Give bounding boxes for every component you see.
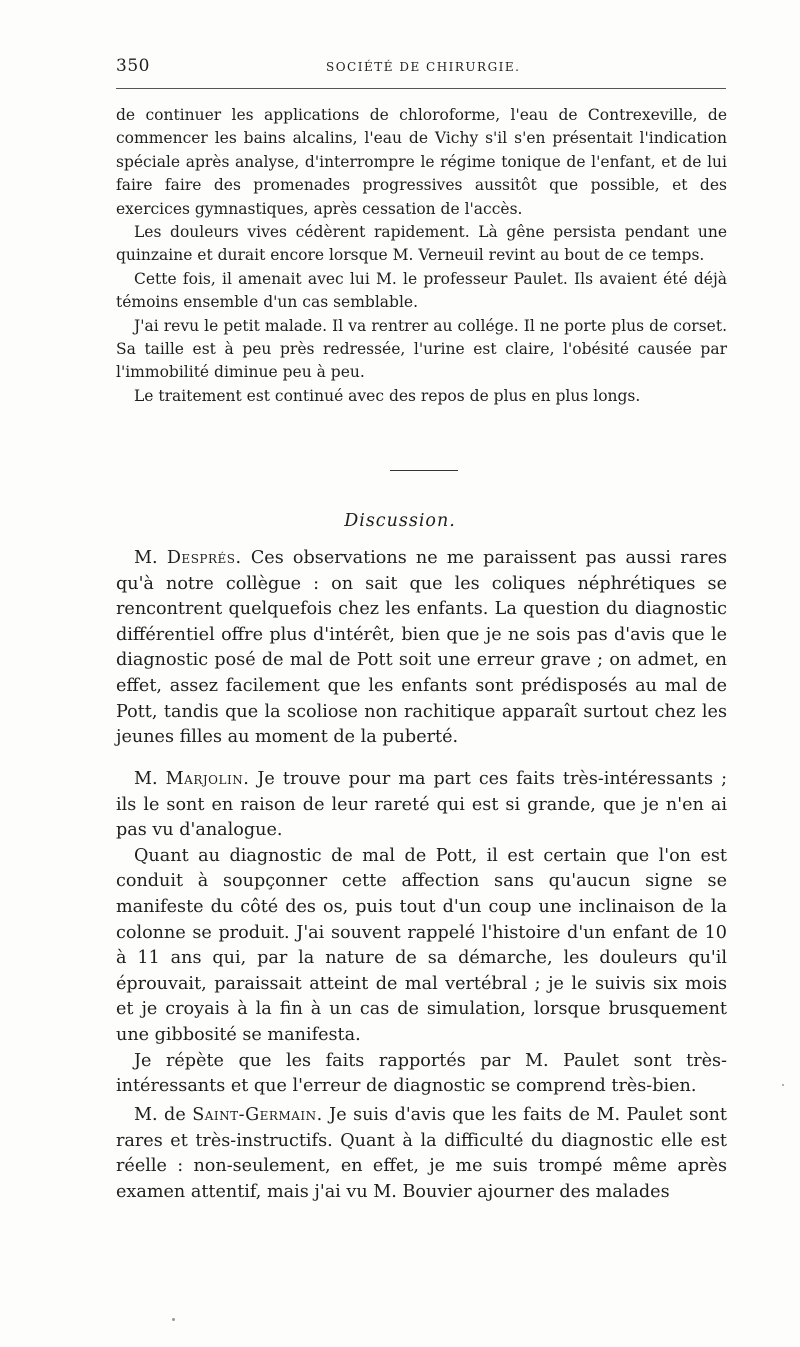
section-separator: [390, 470, 458, 471]
ink-speck: [172, 1318, 175, 1321]
header-rule: [116, 88, 726, 89]
speaker-name: Marjolin.: [165, 769, 250, 789]
speaker-text: Ces observations ne me paraissent pas aussi rares qu'à notre collègue : on sait que les coliques néphrétiques se rencontrent quelquefois chez les enfants. La question du diagnostic différentiel offre plus d'intérêt, bien que je ne sois pas d'avis que le diagnostic posé de mal de Pott soit une erreur grave ; on admet, en effet, assez facilement que les enfants sont prédisposés au mal de Pott, tandis que la scoliose non rachitique apparaît surtout chez les jeunes filles au moment de la puberté.: [116, 548, 728, 748]
case-report-text: [116, 104, 727, 408]
page-header: [116, 56, 726, 78]
speaker-paragraph: [116, 546, 727, 751]
case-paragraph: Le traitement est continué avec des repos de plus en plus longs.: [134, 386, 641, 405]
ink-speck: [782, 1084, 784, 1086]
speaker-text: Je trouve pour ma part ces faits très-intéressants ; ils le sont en raison de leur rareté qui est si grande, que je n'en ai pas vu d'analogue.: [116, 769, 727, 841]
speaker-name: Després.: [166, 548, 242, 568]
discussion-despres: [116, 546, 727, 751]
speaker-name: Saint-Germain.: [192, 1105, 323, 1125]
speaker-prefix: M. de: [134, 1105, 193, 1125]
case-paragraph: de continuer les applications de chloroforme, l'eau de Contrexeville, de commencer les bains alcalins, l'eau de Vichy s'il s'en présentait l'indication spéciale après analyse, d'interrompre le régime tonique de l'enfant, et de lui faire faire des promenades progressives aussitôt que possible, et des exercices gymnastiques, après cessation de l'accès.: [116, 106, 727, 218]
speaker-prefix: M.: [134, 548, 167, 568]
speaker-paragraph: [116, 767, 727, 844]
running-head: SOCIÉTÉ DE CHIRURGIE.: [326, 60, 521, 74]
discussion-marjolin: [116, 767, 727, 1100]
case-paragraph: Cette fois, il amenait avec lui M. le professeur Paulet. Ils avaient été déjà témoins ensemble d'un cas semblable.: [116, 269, 727, 312]
discussion-saint-germain: [116, 1103, 727, 1205]
speaker-paragraph: [116, 1103, 727, 1205]
page-number: 350: [116, 56, 150, 76]
speaker-text: Je suis d'avis que les faits de M. Paulet sont rares et très-instructifs. Quant à la difficulté du diagnostic elle est réelle : non-seulement, en effet, je me suis trompé même après examen attentif, mais j'ai vu M. Bouvier ajourner des malades: [116, 1105, 727, 1202]
case-paragraph: J'ai revu le petit malade. Il va rentrer au collége. Il ne porte plus de corset. Sa taille est à peu près redressée, l'urine est claire, l'obésité causée par l'immobilité diminue peu à peu.: [116, 316, 727, 382]
case-paragraph: Les douleurs vives cédèrent rapidement. Là gêne persista pendant une quinzaine et durait encore lorsque M. Verneuil revint au bout de ce temps.: [116, 223, 727, 265]
discussion-heading: Discussion.: [344, 511, 456, 531]
speaker-paragraph: Quant au diagnostic de mal de Pott, il est certain que l'on est conduit à soupçonner cette affection sans qu'aucun signe se manifeste du côté des os, puis tout d'un coup une inclinaison de la colonne se produit. J'ai souvent rappelé l'histoire d'un enfant de 10 à 11 ans qui, par la nature de sa démarche, les douleurs qu'il éprouvait, paraissait atteint de mal vertébral ; je le suivis six mois et je croyais à la fin à un cas de simulation, lorsque brusquement une gibbosité se manifesta.: [116, 845, 727, 1045]
speaker-paragraph: Je répète que les faits rapportés par M. Paulet sont très-intéressants et que l'erreur de diagnostic se comprend très-bien.: [116, 1050, 727, 1097]
speaker-prefix: M.: [134, 769, 166, 789]
